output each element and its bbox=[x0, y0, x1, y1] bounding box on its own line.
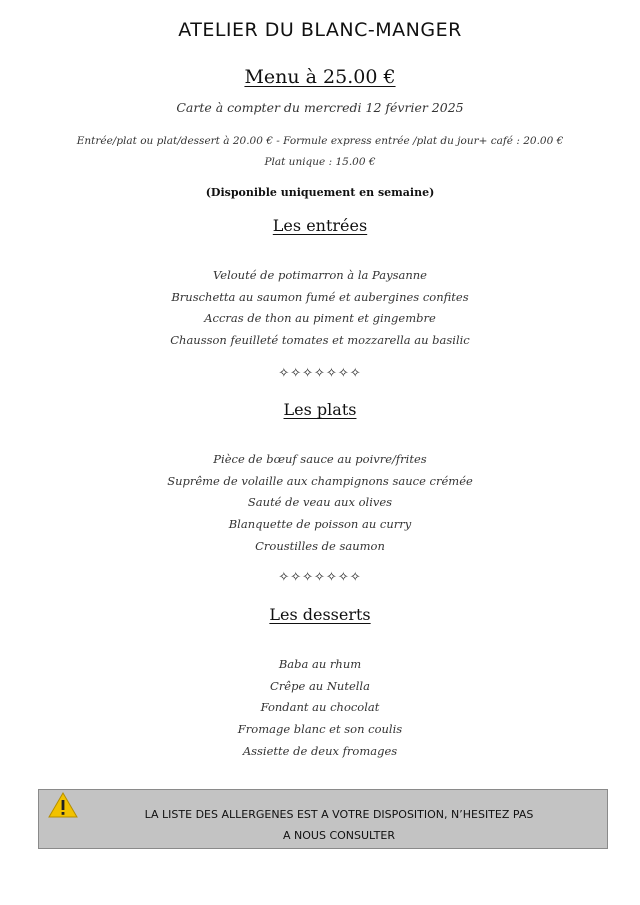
list-item: Sauté de veau aux olives bbox=[247, 495, 393, 510]
section-title-plats: Les plats bbox=[283, 400, 357, 419]
list-item: Fondant au chocolat bbox=[260, 700, 380, 715]
allergen-text bbox=[69, 804, 609, 846]
list-item: Croustilles de saumon bbox=[255, 538, 385, 553]
list-item: Blanquette de poisson au curry bbox=[228, 517, 412, 532]
separator-stars: ✧✧✧✧✧✧✧ bbox=[278, 366, 362, 381]
formule-line-1: Entrée/plat ou plat/dessert à 20.00 € - Formule express entrée /plat du jour+ café : 20.00 € bbox=[76, 135, 564, 147]
restaurant-name: ATELIER DU BLANC-MANGER bbox=[178, 19, 462, 41]
allergen-line-1: LA LISTE DES ALLERGENES EST A VOTRE DISPOSITION, N’HESITEZ PAS bbox=[144, 808, 534, 821]
section-title-desserts: Les desserts bbox=[269, 605, 371, 624]
list-item: Assiette de deux fromages bbox=[242, 743, 398, 758]
plats-list bbox=[0, 449, 640, 557]
desserts-list bbox=[0, 654, 640, 762]
list-item: Crêpe au Nutella bbox=[270, 678, 370, 693]
separator-stars: ✧✧✧✧✧✧✧ bbox=[278, 570, 362, 585]
allergen-notice bbox=[38, 789, 608, 849]
list-item: Pièce de bœuf sauce au poivre/frites bbox=[213, 452, 427, 466]
formule-info bbox=[0, 131, 640, 173]
formule-line-2: Plat unique : 15.00 € bbox=[264, 156, 376, 168]
list-item: Velouté de potimarron à la Paysanne bbox=[213, 268, 427, 282]
list-item: Fromage blanc et son coulis bbox=[237, 722, 403, 737]
list-item: Chausson feuilleté tomates et mozzarella au basilic bbox=[170, 333, 470, 348]
list-item: Accras de thon au piment et gingembre bbox=[204, 311, 436, 326]
allergen-line-2: A NOUS CONSULTER bbox=[283, 829, 395, 842]
list-item: Suprême de volaille aux champignons sauce crémée bbox=[167, 473, 473, 488]
entrees-list bbox=[0, 265, 640, 352]
carte-date: Carte à compter du mercredi 12 février 2025 bbox=[176, 100, 464, 115]
list-item: Bruschetta au saumon fumé et aubergines confites bbox=[171, 289, 469, 304]
menu-title: Menu à 25.00 € bbox=[244, 66, 396, 88]
list-item: Baba au rhum bbox=[278, 657, 362, 671]
section-title-entrees: Les entrées bbox=[272, 216, 368, 235]
availability-note: (Disponible uniquement en semaine) bbox=[205, 186, 435, 199]
